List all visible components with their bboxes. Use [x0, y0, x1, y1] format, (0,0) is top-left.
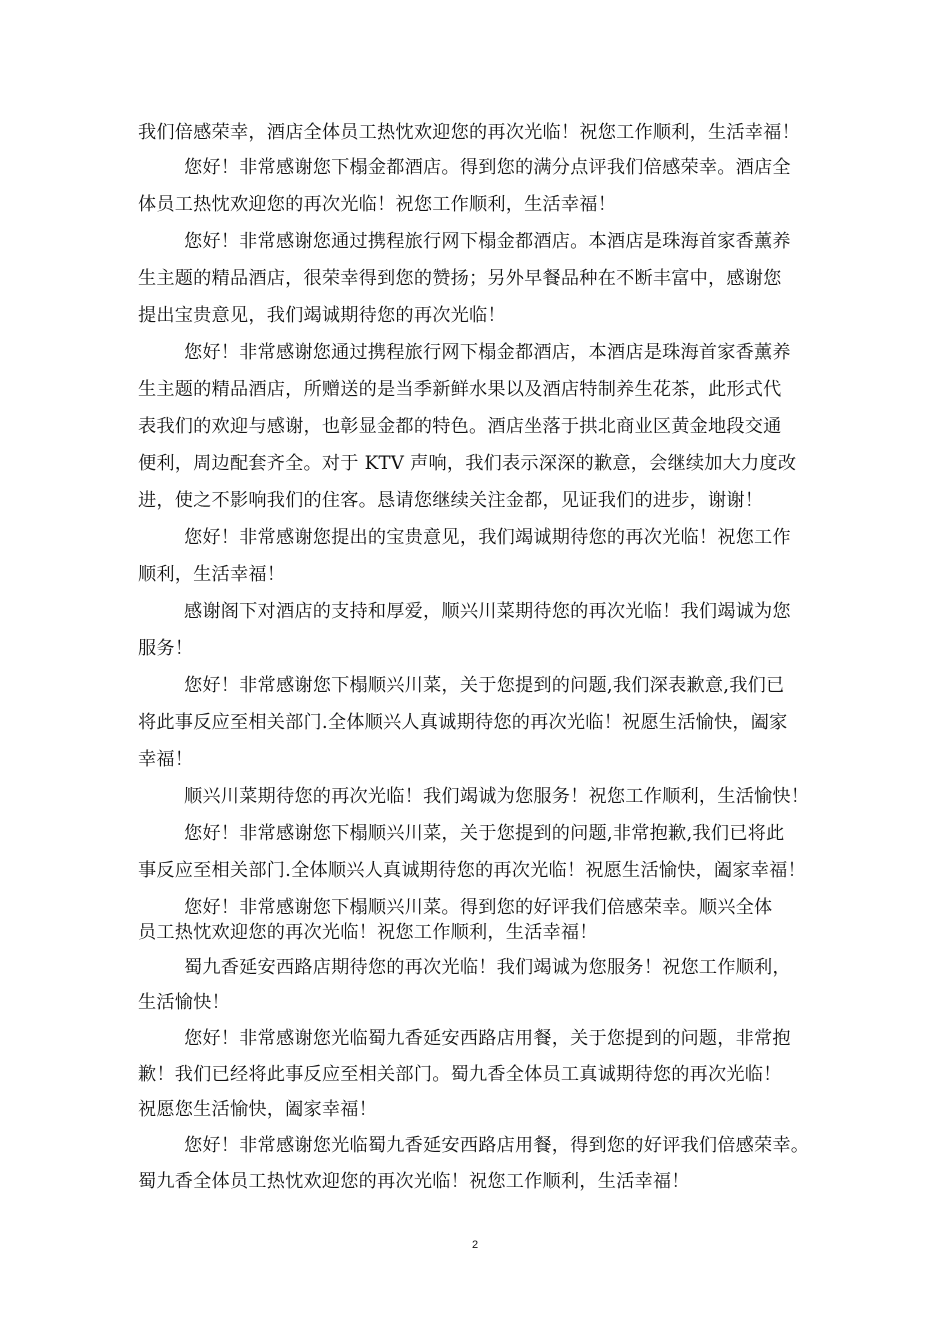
text-line: 表我们的欢迎与感谢，也彰显金都的特色。酒店坐落于拱北商业区黄金地段交通: [138, 416, 782, 437]
text-line: 生主题的精品酒店，所赠送的是当季新鲜水果以及酒店特制养生花茶，此形式代: [138, 379, 782, 400]
text-line: 蜀九香全体员工热忱欢迎您的再次光临！祝您工作顺利，生活幸福！: [138, 1171, 690, 1192]
text-line: 您好！非常感谢您通过携程旅行网下榻金都酒店，本酒店是珠海首家香薰养: [184, 342, 791, 363]
text-line: 进，使之不影响我们的住客。恳请您继续关注金都，见证我们的进步，谢谢！: [138, 490, 764, 511]
text-line: 幸福！: [138, 749, 194, 770]
text-line: 生主题的精品酒店，很荣幸得到您的赞扬；另外早餐品种在不断丰富中，感谢您: [138, 268, 782, 289]
text-line: 便利，周边配套齐全。对于 KTV 声响，我们表示深深的歉意，会继续加大力度改: [138, 453, 797, 474]
text-line: 您好！非常感谢您下榻金都酒店。得到您的满分点评我们倍感荣幸。酒店全: [184, 157, 791, 178]
page-number: 2: [471, 1239, 479, 1251]
text-line: 提出宝贵意见，我们竭诚期待您的再次光临！: [138, 305, 506, 326]
text-line: 您好！非常感谢您通过携程旅行网下榻金都酒店。本酒店是珠海首家香薰养: [184, 231, 791, 252]
text-line: 顺利，生活幸福！: [138, 564, 286, 585]
text-line: 我们倍感荣幸，酒店全体员工热忱欢迎您的再次光临！祝您工作顺利，生活幸福！: [138, 122, 800, 143]
text-line: 事反应至相关部门.全体顺兴人真诚期待您的再次光临！祝愿生活愉快，阖家幸福！: [138, 860, 806, 881]
text-line: 歉！我们已经将此事反应至相关部门。蜀九香全体员工真诚期待您的再次光临！: [138, 1064, 782, 1085]
text-line: 顺兴川菜期待您的再次光临！我们竭诚为您服务！祝您工作顺利，生活愉快！: [184, 786, 810, 807]
text-line: 蜀九香延安西路店期待您的再次光临！我们竭诚为您服务！祝您工作顺利，: [184, 957, 791, 978]
text-line: 员工热忱欢迎您的再次光临！祝您工作顺利，生活幸福！: [138, 922, 598, 943]
text-line: 您好！非常感谢您提出的宝贵意见，我们竭诚期待您的再次光临！祝您工作: [184, 527, 791, 548]
text-line: 祝愿您生活愉快，阖家幸福！: [138, 1099, 378, 1120]
text-line: 体员工热忱欢迎您的再次光临！祝您工作顺利，生活幸福！: [138, 194, 617, 215]
text-line: 您好！非常感谢您下榻顺兴川菜，关于您提到的问题,非常抱歉,我们已将此: [184, 823, 785, 844]
text-line: 服务！: [138, 638, 194, 659]
text-line: 您好！非常感谢您光临蜀九香延安西路店用餐，得到您的好评我们倍感荣幸。: [184, 1135, 810, 1156]
text-line: 您好！非常感谢您下榻顺兴川菜。得到您的好评我们倍感荣幸。顺兴全体: [184, 897, 773, 918]
text-line: 您好！非常感谢您下榻顺兴川菜，关于您提到的问题,我们深表歉意,我们已: [184, 675, 785, 696]
text-line: 您好！非常感谢您光临蜀九香延安西路店用餐，关于您提到的问题，非常抱: [184, 1028, 791, 1049]
text-line: 生活愉快！: [138, 992, 230, 1013]
text-line: 将此事反应至相关部门.全体顺兴人真诚期待您的再次光临！祝愿生活愉快，阖家: [138, 712, 788, 733]
text-line: 感谢阁下对酒店的支持和厚爱，顺兴川菜期待您的再次光临！我们竭诚为您: [184, 601, 791, 622]
